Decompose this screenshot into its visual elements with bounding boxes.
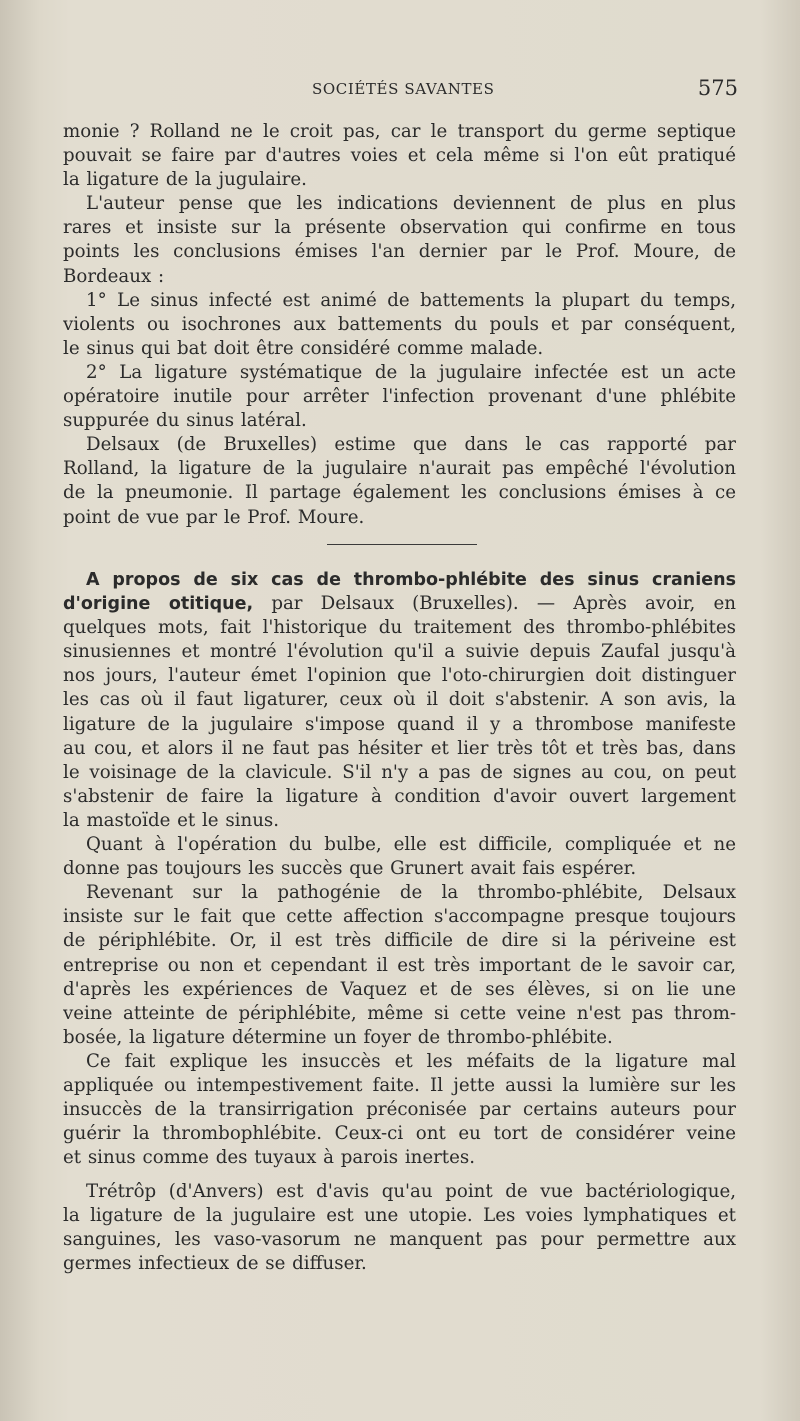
text-line: Ce fait explique les insuccès et les méfaits de la ligature mal [86, 1050, 736, 1072]
text-line: pouvait se faire par d'autres voies et cela même si l'on eût pratiqué [63, 145, 736, 167]
text-line: appliquée ou intempestivement faite. Il jette aussi la lumière sur les [63, 1074, 736, 1096]
text-line: point de vue par le Prof. Moure. [63, 506, 365, 528]
text-line: monie ? Rolland ne le croit pas, car le transport du germe septique [63, 121, 736, 142]
text-line: 2° La ligature systématique de la jugulaire infectée est un acte [86, 361, 736, 383]
text-line: de la pneumonie. Il partage également les conclusions émises à ce [63, 482, 736, 504]
text-line: opératoire inutile pour arrêter l'infection provenant d'une phlébite [63, 386, 736, 408]
text-line: la ligature de la jugulaire. [63, 169, 307, 191]
running-header [60, 76, 740, 100]
text-line: d'après les expériences de Vaquez et de ses élèves, si on lie une [63, 978, 736, 1000]
running-title: SOCIÉTÉS SAVANTES [312, 80, 495, 98]
text-line: entreprise ou non et cependant il est très important de le savoir car, [63, 954, 736, 976]
text-line: et sinus comme des tuyaux à parois inertes. [63, 1147, 475, 1169]
text-line [63, 592, 736, 616]
page-number: 575 [697, 76, 738, 100]
text-line: insuccès de la transirrigation préconisée par certains auteurs pour [63, 1099, 736, 1121]
text-line: insiste sur le fait que cette affection s'accompagne presque toujours [63, 906, 736, 928]
article-heading-cont: d'origine otitique, [63, 594, 254, 615]
discussion-section [63, 1180, 736, 1276]
text-line: Delsaux (de Bruxelles) estime que dans le cas rapporté par [86, 434, 736, 456]
text-line: la mastoïde et le sinus. [63, 809, 280, 831]
article-heading: A propos de six cas de thrombo-phlébite des sinus craniens [86, 570, 736, 590]
text-line: guérir la thrombophlébite. Ceux-ci ont eu tort de considérer veine [63, 1123, 736, 1145]
text-line: la ligature de la jugulaire est une utopie. Les voies lymphatiques et [63, 1205, 736, 1227]
article-section [63, 568, 736, 1170]
text-line: rares et insiste sur la présente observation qui confirme en tous [63, 217, 736, 239]
text-line: le sinus qui bat doit être considéré comme malade. [63, 337, 544, 359]
text-line: Quant à l'opération du bulbe, elle est difficile, compliquée et ne [86, 834, 736, 856]
text-line: sinusiennes et montré l'évolution qu'il a suivie depuis Zaufal jusqu'à [63, 641, 736, 663]
text-line: sanguines, les vaso-vasorum ne manquent pas pour permettre aux [63, 1229, 736, 1251]
text-line: Rolland, la ligature de la jugulaire n'aurait pas empêché l'évolution [63, 458, 736, 480]
text-line: violents ou isochrones aux battements du pouls et par conséquent, [63, 313, 736, 335]
text-line: s'abstenir de faire la ligature à condition d'avoir ouvert largement [63, 785, 736, 807]
text-line: Bordeaux : [63, 265, 165, 287]
text-line: au cou, et alors il ne faut pas hésiter et lier très tôt et très bas, dans [63, 737, 736, 759]
text-line: veine atteinte de périphlébite, même si cette veine n'est pas throm- [63, 1002, 736, 1024]
section-divider [327, 544, 477, 545]
text-line: Trétrôp (d'Anvers) est d'avis qu'au point de vue bactériologique, [86, 1181, 736, 1202]
text-line: L'auteur pense que les indications deviennent de plus en plus [86, 193, 736, 215]
text-line: le voisinage de la clavicule. S'il n'y a pas de signes au cou, on peut [63, 761, 736, 783]
text-line: donne pas toujours les succès que Grunert avait fais espérer. [63, 858, 637, 880]
text-line: quelques mots, fait l'historique du traitement des thrombo-phlébites [63, 617, 736, 639]
text-line: les cas où il faut ligaturer, ceux où il doit s'abstenir. A son avis, la [63, 689, 736, 711]
text-line: nos jours, l'auteur émet l'opinion que l'oto-chirurgien doit distinguer [63, 665, 736, 687]
byline: par Delsaux (Bruxelles). — Après avoir, en [253, 593, 736, 615]
text-line: points les conclusions émises l'an dernier par le Prof. Moure, de [63, 241, 736, 263]
section-continuation [63, 120, 736, 530]
text-line: bosée, la ligature détermine un foyer de thrombo-phlébite. [63, 1026, 613, 1048]
text-line: de périphlébite. Or, il est très difficile de dire si la périveine est [63, 930, 736, 952]
text-line: Revenant sur la pathogénie de la thrombo-phlébite, Delsaux [86, 882, 736, 904]
text-line: germes infectieux de se diffuser. [63, 1253, 367, 1275]
text-line: ligature de la jugulaire s'impose quand il y a thrombose manifeste [63, 713, 736, 735]
text-line: suppurée du sinus latéral. [63, 410, 307, 432]
text-line: 1° Le sinus infecté est animé de battements la plupart du temps, [86, 289, 736, 311]
